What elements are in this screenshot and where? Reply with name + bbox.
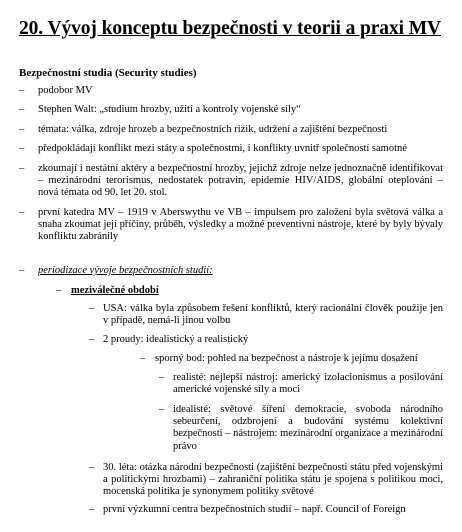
bullet-text: 30. léta: otázka národní bezpečnosti (zajištění bezpečnosti státu před vojenskými a politickými hrozbami) – zahraniční politika státu je spojena s politikou moci, mocenská politika je synonymem politiky světové: [103, 462, 443, 498]
bullet-text: témata: válka, zdroje hrozeb a bezpečnostních rizik, udržení a zajištění bezpečnosti: [38, 124, 388, 135]
dash-marker: –: [19, 124, 25, 135]
bullet-dispute: [140, 353, 443, 365]
document-title: 20. Vývoj konceptu bezpečnosti v teorii a praxi MV: [19, 18, 441, 39]
bullet-text: USA: válka byla způsobem řešení konfliktů, který racionální člověk použije jen v případě, nemá-li jinou volbu: [103, 303, 443, 327]
bullet-text: první výzkumní centra bezpečnostních studií – např. Council of Foreign: [103, 504, 406, 515]
dash-marker: –: [89, 462, 95, 473]
bullet-research-centers: [89, 504, 443, 516]
bullet-realists: [159, 372, 443, 396]
bullet-text: 2 proudy: idealistický a realistický: [103, 334, 249, 345]
dash-marker: –: [19, 265, 25, 276]
dash-marker: –: [19, 163, 25, 174]
bullet-two-streams: [89, 334, 443, 346]
bullet-periodization: [19, 265, 443, 277]
bullet-subfield: [19, 85, 443, 97]
dash-marker: –: [140, 353, 146, 364]
dash-marker: –: [56, 285, 62, 296]
interwar-label: meziválečné období: [71, 285, 159, 296]
dash-marker: –: [19, 143, 25, 154]
bullet-text: první katedra MV – 1919 v Aberswythu ve VB – impulsem pro založení byla světová válka a snaha zkoumat její příčiny, průběh, výsledky a možné preventivní nástroje, které by byly bývaly konfliktu zabránily: [38, 207, 443, 243]
dash-marker: –: [19, 207, 25, 218]
dash-marker: –: [159, 404, 165, 415]
dash-marker: –: [19, 85, 25, 96]
periodization-label: periodizace vývoje bezpečnostních studií:: [38, 265, 213, 276]
bullet-text: realisté: nejlepší nástroj: americký izolacionismus a posilování americké vojenské síly a moci: [173, 372, 443, 396]
dash-marker: –: [89, 504, 95, 515]
dash-marker: –: [19, 104, 25, 115]
dash-marker: –: [89, 334, 95, 345]
bullet-text: zkoumají i nestátní aktéry a bezpečnostní hrozby, jejichž zdroje nelze jednoznačně identifikovat – mezinárodní terorismus, nedostatek potravin, epidemie HIV/AIDS, globální oteplování – nová témata od 90. let 20. stol.: [38, 163, 443, 199]
bullet-text: předpokládají konflikt mezi státy a společnostmi, i konflikty uvnitř společností samotné: [38, 143, 407, 154]
bullet-non-state-actors: [19, 163, 443, 200]
bullet-interwar: [56, 285, 443, 297]
dash-marker: –: [159, 372, 165, 383]
bullet-conflicts: [19, 143, 443, 155]
bullet-text: podobor MV: [38, 85, 93, 96]
bullet-walt-quote: [19, 104, 443, 116]
bullet-idealists: [159, 404, 443, 453]
bullet-thirties: [89, 462, 443, 499]
bullet-usa-war: [89, 303, 443, 327]
dash-marker: –: [89, 303, 95, 314]
bullet-topics: [19, 124, 443, 136]
bullet-first-department: [19, 207, 443, 244]
section-heading: Bezpečnostní studia (Security studies): [19, 67, 197, 79]
bullet-text: idealisté: světové šíření demokracie, svoboda národního sebeurčení, odzbrojení a budování systému kolektivní bezpečnosti – nástrojem: mezinárodní organizace a mezinárodní právo: [173, 404, 443, 452]
bullet-text: sporný bod: pohled na bezpečnost a nástroje k jejímu dosažení: [155, 353, 418, 364]
bullet-text: Stephen Walt: „studium hrozby, užití a kontroly vojenské síly“: [38, 104, 301, 115]
